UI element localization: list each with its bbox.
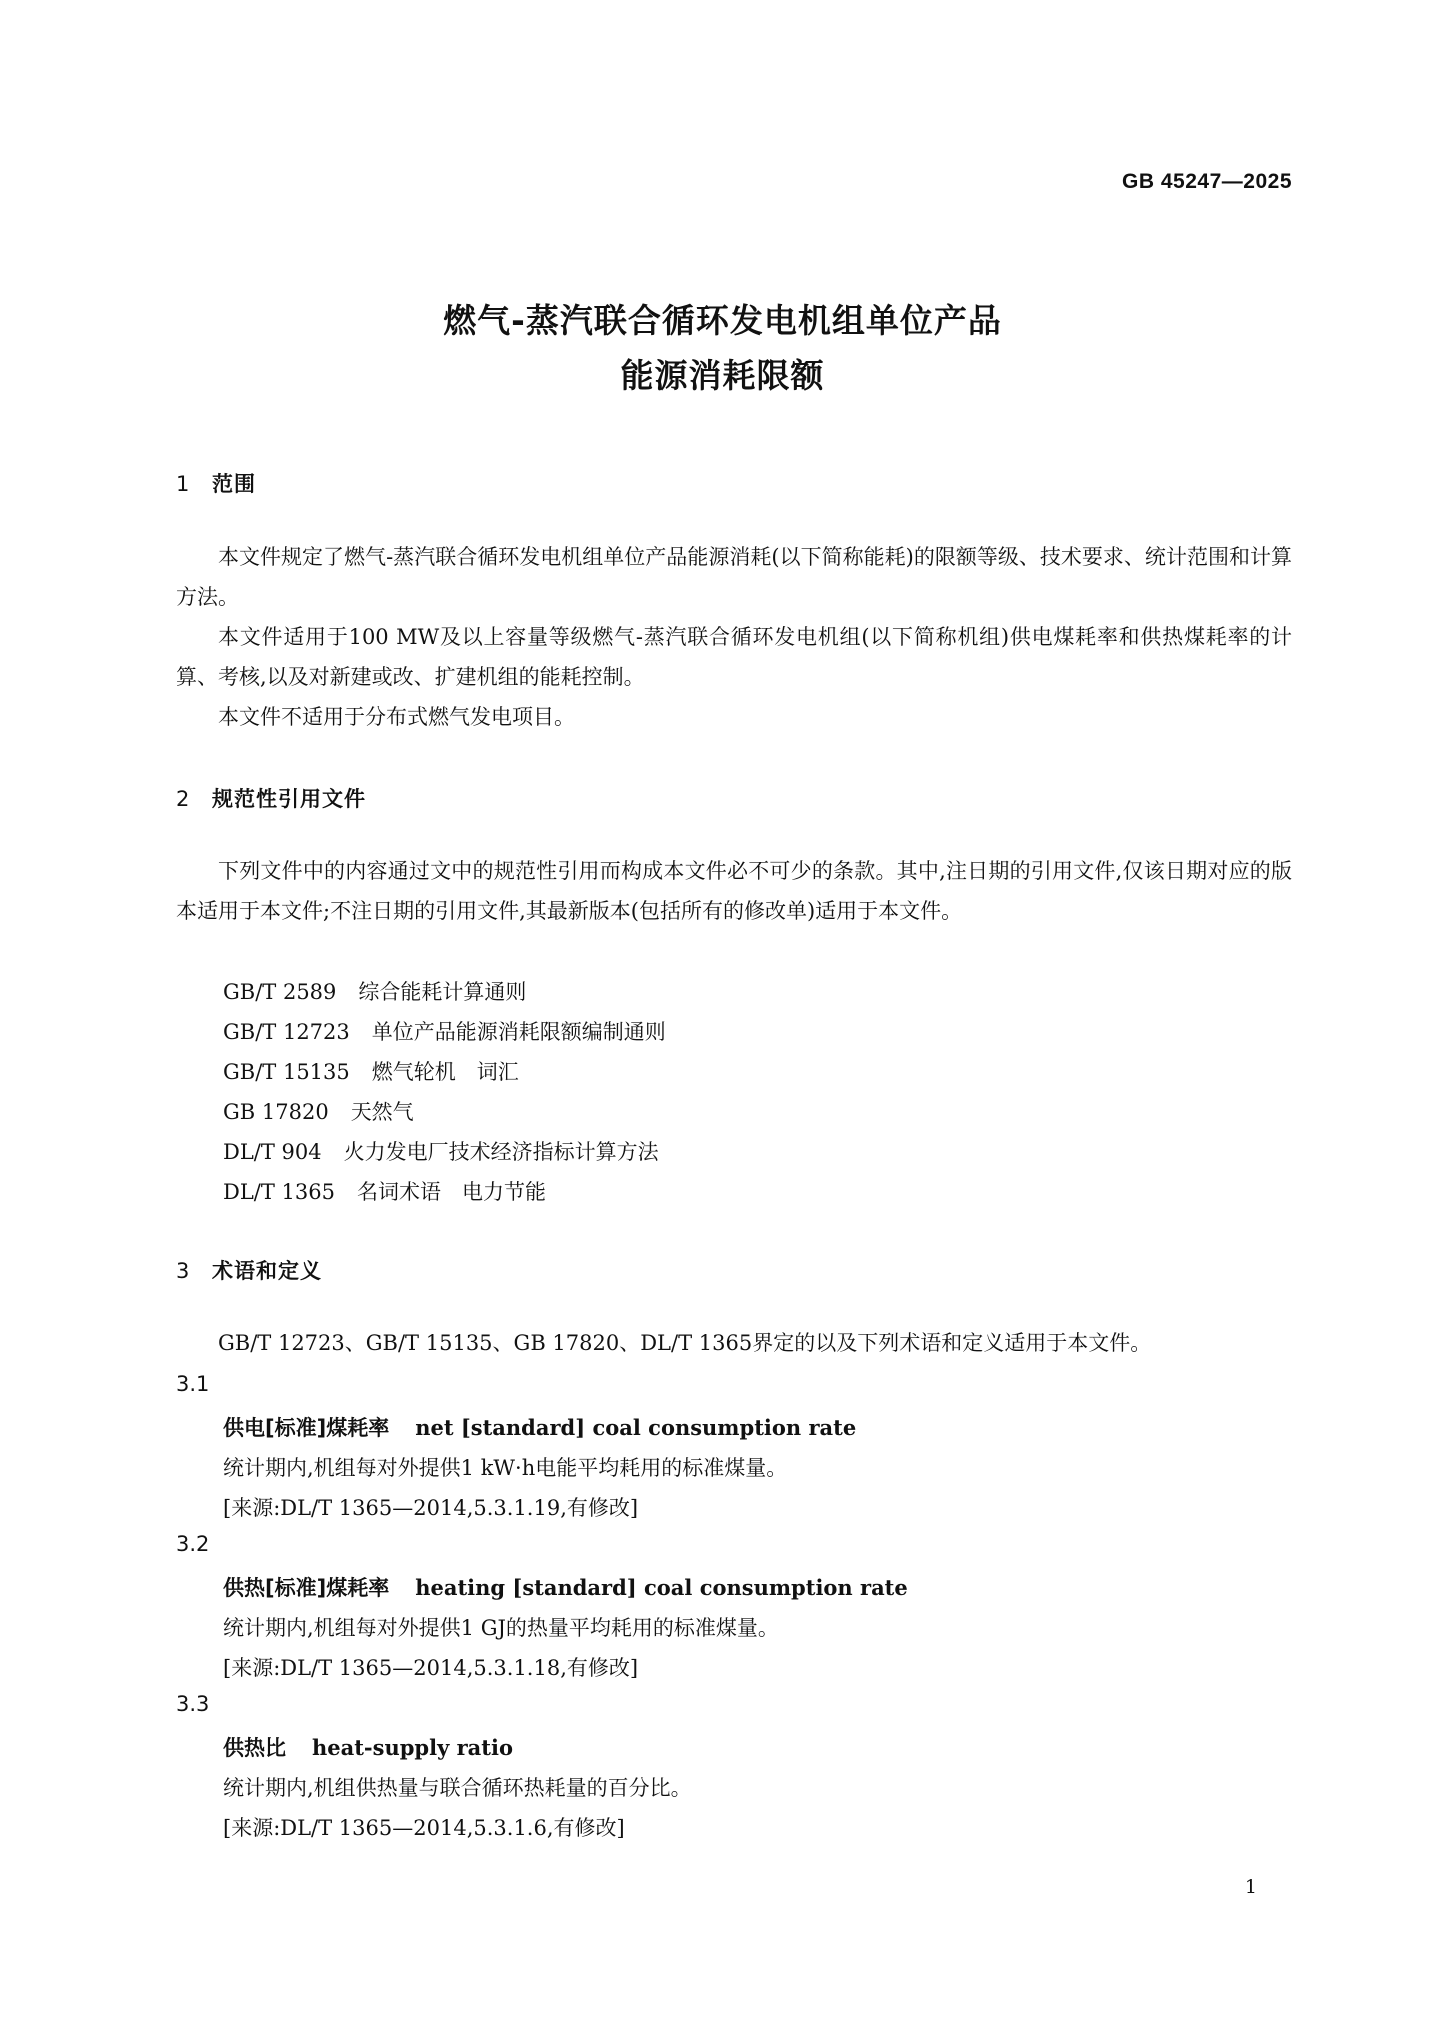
section-number: 2 xyxy=(176,787,191,811)
term-number: 3.3 xyxy=(176,1692,210,1716)
reference-code: GB/T 12723 xyxy=(223,1020,350,1044)
reference-title: 综合能耗计算通则 xyxy=(358,980,527,1004)
term-source: [来源:DL/T 1365—2014,5.3.1.6,有修改] xyxy=(223,1816,625,1840)
section-title: 术语和定义 xyxy=(212,1259,322,1283)
page-number: 1 xyxy=(1244,1876,1257,1898)
reference-item xyxy=(223,1056,519,1086)
term-definition: 统计期内,机组每对外提供1 GJ的热量平均耗用的标准煤量。 xyxy=(223,1616,779,1640)
term-name xyxy=(223,1572,908,1602)
reference-code: GB/T 2589 xyxy=(223,980,337,1004)
section-number: 3 xyxy=(176,1259,191,1283)
section-3-paragraph-1: GB/T 12723、GB/T 15135、GB 17820、DL/T 1365界定的以及下列术语和定义适用于本文件。 xyxy=(218,1331,1152,1355)
document-title-line-1: 燃气-蒸汽联合循环发电机组单位产品 xyxy=(443,301,1002,340)
reference-title: 单位产品能源消耗限额编制通则 xyxy=(371,1020,666,1044)
term-name-en: net [standard] coal consumption rate xyxy=(415,1415,857,1440)
section-3-heading xyxy=(176,1255,322,1285)
reference-title: 火力发电厂技术经济指标计算方法 xyxy=(343,1140,659,1164)
term-name-en: heat-supply ratio xyxy=(312,1735,513,1760)
section-1-paragraph-1: 本文件规定了燃气-蒸汽联合循环发电机组单位产品能源消耗(以下简称能耗)的限额等级、技术要求、统计范围和计算方法。 xyxy=(176,545,1292,609)
document-title-line-2: 能源消耗限额 xyxy=(620,356,825,395)
section-number: 1 xyxy=(176,472,191,496)
term-name-zh: 供热[标准]煤耗率 xyxy=(223,1576,390,1600)
term-source: [来源:DL/T 1365—2014,5.3.1.18,有修改] xyxy=(223,1656,639,1680)
term-name-zh: 供热比 xyxy=(223,1736,286,1760)
section-1-paragraph-3: 本文件不适用于分布式燃气发电项目。 xyxy=(218,705,575,729)
reference-code: GB/T 15135 xyxy=(223,1060,350,1084)
reference-title: 名词术语 电力节能 xyxy=(356,1180,546,1204)
term-definition: 统计期内,机组每对外提供1 kW·h电能平均耗用的标准煤量。 xyxy=(223,1456,788,1480)
term-name-en: heating [standard] coal consumption rate xyxy=(415,1575,908,1600)
section-1-heading xyxy=(176,468,256,498)
document-code: GB 45247—2025 xyxy=(1122,170,1292,193)
reference-title: 天然气 xyxy=(350,1100,414,1124)
term-name xyxy=(223,1732,513,1762)
section-2-heading xyxy=(176,783,366,813)
reference-item xyxy=(223,1016,666,1046)
term-name xyxy=(223,1412,856,1442)
term-definition: 统计期内,机组供热量与联合循环热耗量的百分比。 xyxy=(223,1776,692,1800)
section-2-paragraph-1: 下列文件中的内容通过文中的规范性引用而构成本文件必不可少的条款。其中,注日期的引用文件,仅该日期对应的版本适用于本文件;不注日期的引用文件,其最新版本(包括所有的修改单)适用于本文件。 xyxy=(176,859,1292,923)
reference-code: DL/T 1365 xyxy=(223,1180,335,1204)
term-source: [来源:DL/T 1365—2014,5.3.1.19,有修改] xyxy=(223,1496,639,1520)
section-1-paragraph-2: 本文件适用于100 MW及以上容量等级燃气-蒸汽联合循环发电机组(以下简称机组)供电煤耗率和供热煤耗率的计算、考核,以及对新建或改、扩建机组的能耗控制。 xyxy=(176,625,1292,689)
reference-code: GB 17820 xyxy=(223,1100,329,1124)
section-title: 规范性引用文件 xyxy=(212,787,366,811)
section-title: 范围 xyxy=(212,472,256,496)
reference-item xyxy=(223,1136,659,1166)
term-name-zh: 供电[标准]煤耗率 xyxy=(223,1416,390,1440)
reference-item xyxy=(223,1096,414,1126)
reference-code: DL/T 904 xyxy=(223,1140,322,1164)
reference-item xyxy=(223,976,526,1006)
term-number: 3.1 xyxy=(176,1372,210,1396)
reference-title: 燃气轮机 词汇 xyxy=(371,1060,519,1084)
reference-item xyxy=(223,1176,546,1206)
term-number: 3.2 xyxy=(176,1532,210,1556)
